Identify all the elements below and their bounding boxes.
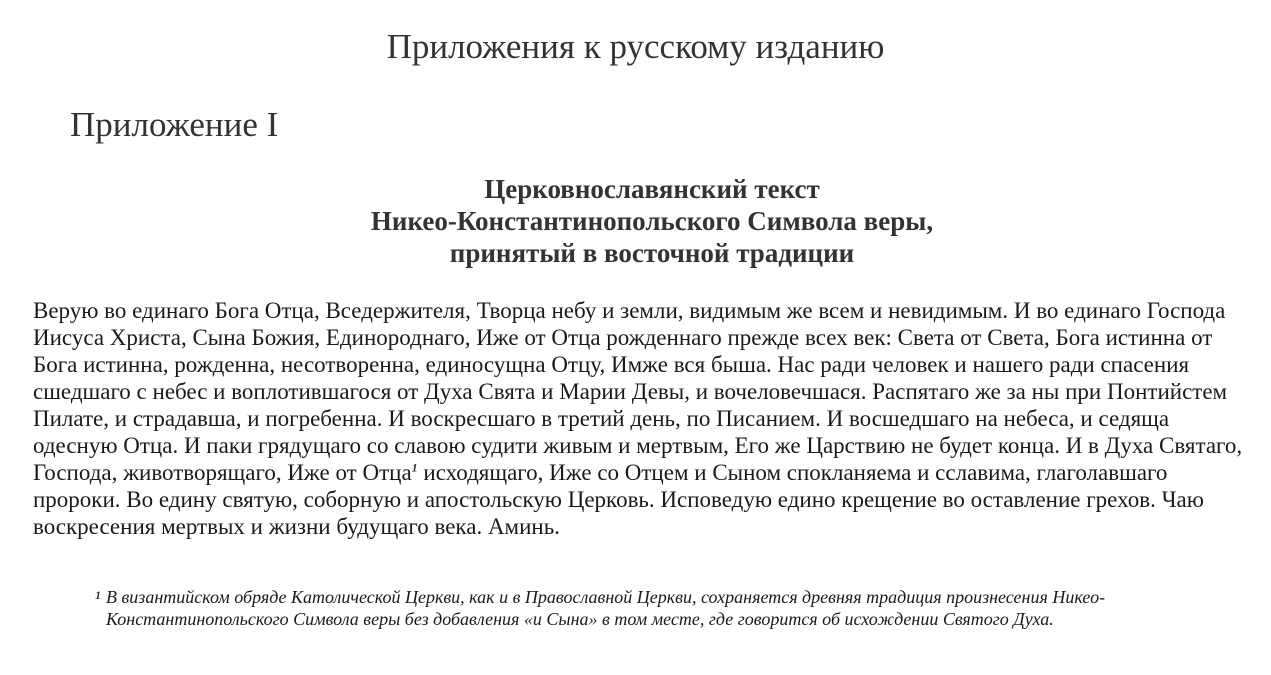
subtitle-line-2: Никео-Константинопольского Символа веры, xyxy=(370,206,934,236)
footnote-mark: 1 xyxy=(95,588,101,602)
subtitle-line-3: принятый в восточной традиции xyxy=(449,238,855,268)
creed-text xyxy=(33,297,1248,540)
footnote-text: В византийском обряде Католической Церкви, как и в Православной Церкви, сохраняется древняя традиция произнесения Никео-Константинопольского Символа веры без добавления «и Сына» в том месте, где говорится об исхождении Святого Духа. xyxy=(106,587,1106,629)
page-title: Приложения к русскому изданию xyxy=(386,27,885,66)
footnote-reference[interactable]: 1 xyxy=(411,460,418,475)
appendix-title: Приложение I xyxy=(70,105,279,144)
creed-text-part-1: Верую во единаго Бога Отца, Вседержителя, Творца небу и земли, видимым же всем и невидимым. И во единаго Господа Иисуса Христа, Сына Божия, Единороднаго, Иже от Отца рожденнаго прежде всех век: Света от Света, Бога истинна от Бога истинна, рожденна, несотворенна, единосущна Отцу, Имже вся быша. Нас ради человек и нашего ради спасения сшедшаго с небес и воплотившагося от Духа Свята и Марии Девы, и вочеловечшася. Распятаго же за ны при Понтийстем Пилате, и страдавша, и погребенна. И воскресшаго в третий день, по Писанием. И восшедшаго на небеса, и седяща одесную Отца. И паки грядущаго со славою судити живым и мертвым, Его же Царствию не будет конца. И в Духа Святаго, Господа, животворящаго, Иже от Отца xyxy=(33,298,1243,485)
creed-text-part-2: исходящаго, Иже со Отцем и Сыном спокланяема и сславима, глаголавшаго пророки. Во едину святую, соборную и апостольскую Церковь. Исповедую едино крещение во оставление грехов. Чаю воскресения мертвых и жизни будущаго века. Аминь. xyxy=(33,460,1204,539)
footnote xyxy=(95,586,1216,630)
creed-subtitle xyxy=(0,173,1271,269)
subtitle-line-1: Церковнославянский текст xyxy=(484,174,820,204)
